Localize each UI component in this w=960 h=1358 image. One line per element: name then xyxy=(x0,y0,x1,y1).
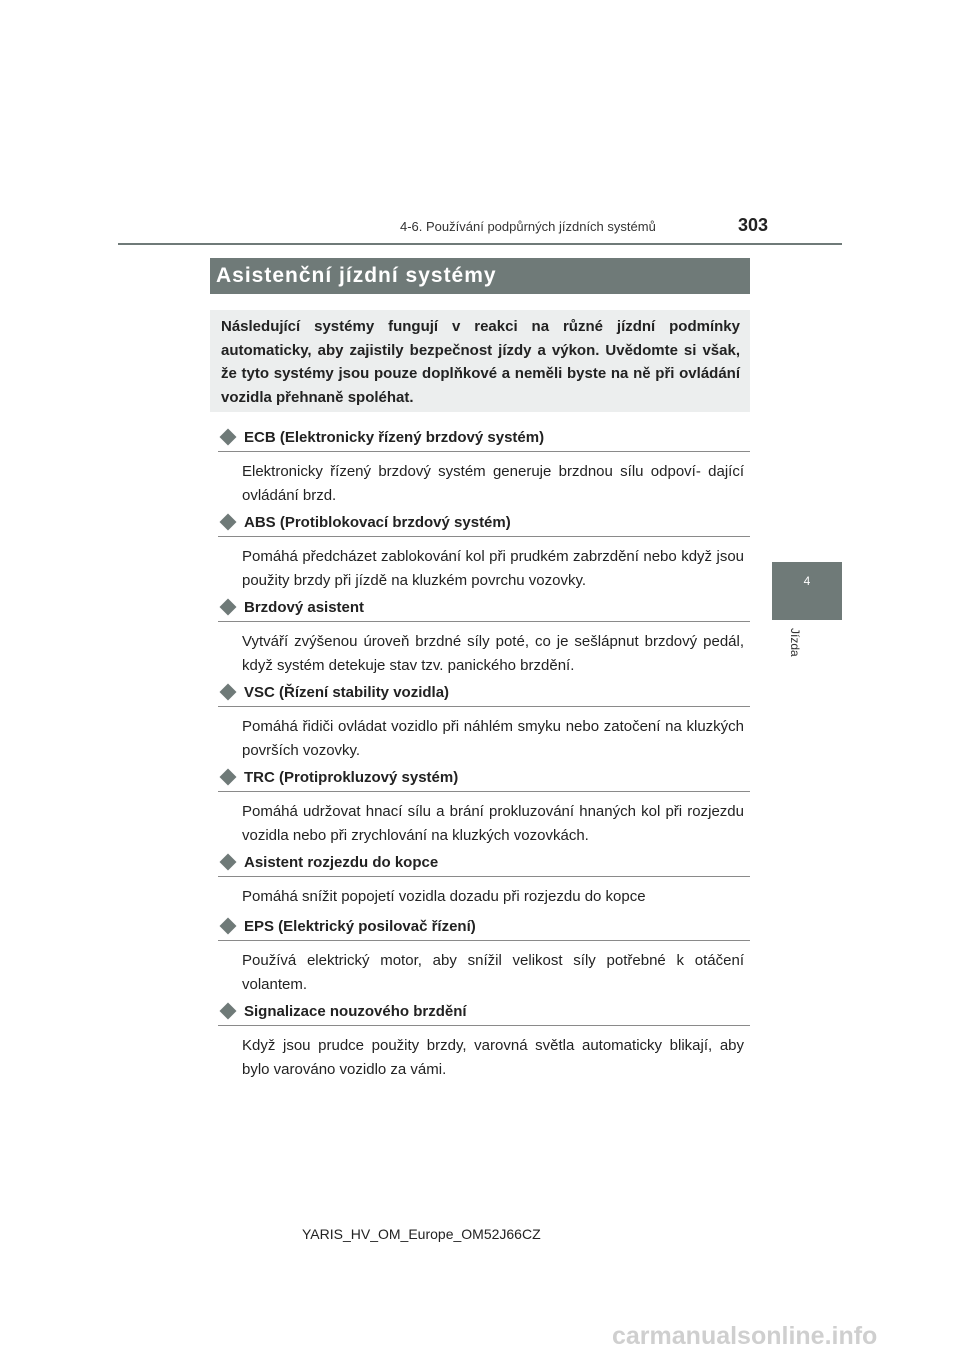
section-body: Používá elektrický motor, aby snížil velikost síly potřebné k otáčení volantem. xyxy=(242,952,744,993)
section-brake-assist xyxy=(218,596,750,678)
section-title: TRC (Protiprokluzový systém) xyxy=(244,768,459,786)
diamond-bullet-icon xyxy=(220,684,237,701)
header-section-title: 4-6. Používání podpůrných jízdních systémů xyxy=(400,219,656,234)
section-heading xyxy=(218,1000,750,1026)
diamond-bullet-icon xyxy=(220,514,237,531)
section-title: Signalizace nouzového brzdění xyxy=(244,1002,467,1020)
page-title: Asistenční jízdní systémy xyxy=(210,258,750,294)
section-body: Elektronicky řízený brzdový systém generuje brzdnou sílu odpoví- dající ovládání brzd. xyxy=(242,463,744,504)
chapter-number: 4 xyxy=(803,574,811,588)
section-heading xyxy=(218,596,750,622)
section-title: EPS (Elektrický posilovač řízení) xyxy=(244,917,476,935)
section-heading xyxy=(218,426,750,452)
intro-text: Následující systémy fungují v reakci na různé jízdní podmínky automaticky, aby zajistily bezpečnost jízdy a výkon. Uvědomte si však, že tyto systémy jsou pouze doplňkové a neměli byste na ně při ovládání vozidla přehnaně spoléhat. xyxy=(221,318,740,406)
diamond-bullet-icon xyxy=(220,429,237,446)
section-title: ECB (Elektronicky řízený brzdový systém) xyxy=(244,428,545,446)
diamond-bullet-icon xyxy=(220,1003,237,1020)
section-heading xyxy=(218,766,750,792)
section-ecb xyxy=(218,426,750,508)
section-title: VSC (Řízení stability vozidla) xyxy=(244,683,450,701)
section-eps xyxy=(218,915,750,997)
section-body: Vytváří zvýšenou úroveň brzdné síly poté, co je sešlápnut brzdový pedál, když systém detekuje stav tzv. panického brzdění. xyxy=(242,633,744,674)
section-heading xyxy=(218,915,750,941)
section-vsc xyxy=(218,681,750,763)
section-body: Pomáhá snížit popojetí vozidla dozadu při rozjezdu do kopce xyxy=(242,888,646,905)
section-body: Pomáhá předcházet zablokování kol při prudkém zabrzdění nebo když jsou použity brzdy při jízdě na kluzkém povrchu vozovky. xyxy=(242,548,744,589)
section-body: Pomáhá řidiči ovládat vozidlo při náhlém smyku nebo zatočení na kluzkých površích vozovky. xyxy=(242,718,744,759)
section-emergency-signal xyxy=(218,1000,750,1082)
header-divider xyxy=(118,243,842,245)
section-abs xyxy=(218,511,750,593)
section-trc xyxy=(218,766,750,848)
intro-box xyxy=(210,310,750,412)
section-title: ABS (Protiblokovací brzdový systém) xyxy=(244,513,511,531)
section-title: Brzdový asistent xyxy=(244,598,365,616)
section-title: Asistent rozjezdu do kopce xyxy=(244,853,439,871)
section-heading xyxy=(218,511,750,537)
chapter-tab xyxy=(772,562,842,620)
footer-doc-code: YARIS_HV_OM_Europe_OM52J66CZ xyxy=(302,1226,541,1242)
diamond-bullet-icon xyxy=(220,918,237,935)
section-hill-start xyxy=(218,851,750,909)
section-heading xyxy=(218,851,750,877)
diamond-bullet-icon xyxy=(220,769,237,786)
section-body: Když jsou prudce použity brzdy, varovná světla automaticky blikají, aby bylo varováno vozidlo za vámi. xyxy=(242,1037,744,1078)
page-number: 303 xyxy=(738,215,769,235)
diamond-bullet-icon xyxy=(220,854,237,871)
watermark: carmanualsonline.info xyxy=(612,1322,878,1350)
diamond-bullet-icon xyxy=(220,599,237,616)
chapter-label: Jízda xyxy=(788,628,802,657)
section-heading xyxy=(218,681,750,707)
section-body: Pomáhá udržovat hnací sílu a brání prokluzování hnaných kol při rozjezdu vozidla nebo při zrychlování na kluzkých vozovkách. xyxy=(242,803,744,844)
